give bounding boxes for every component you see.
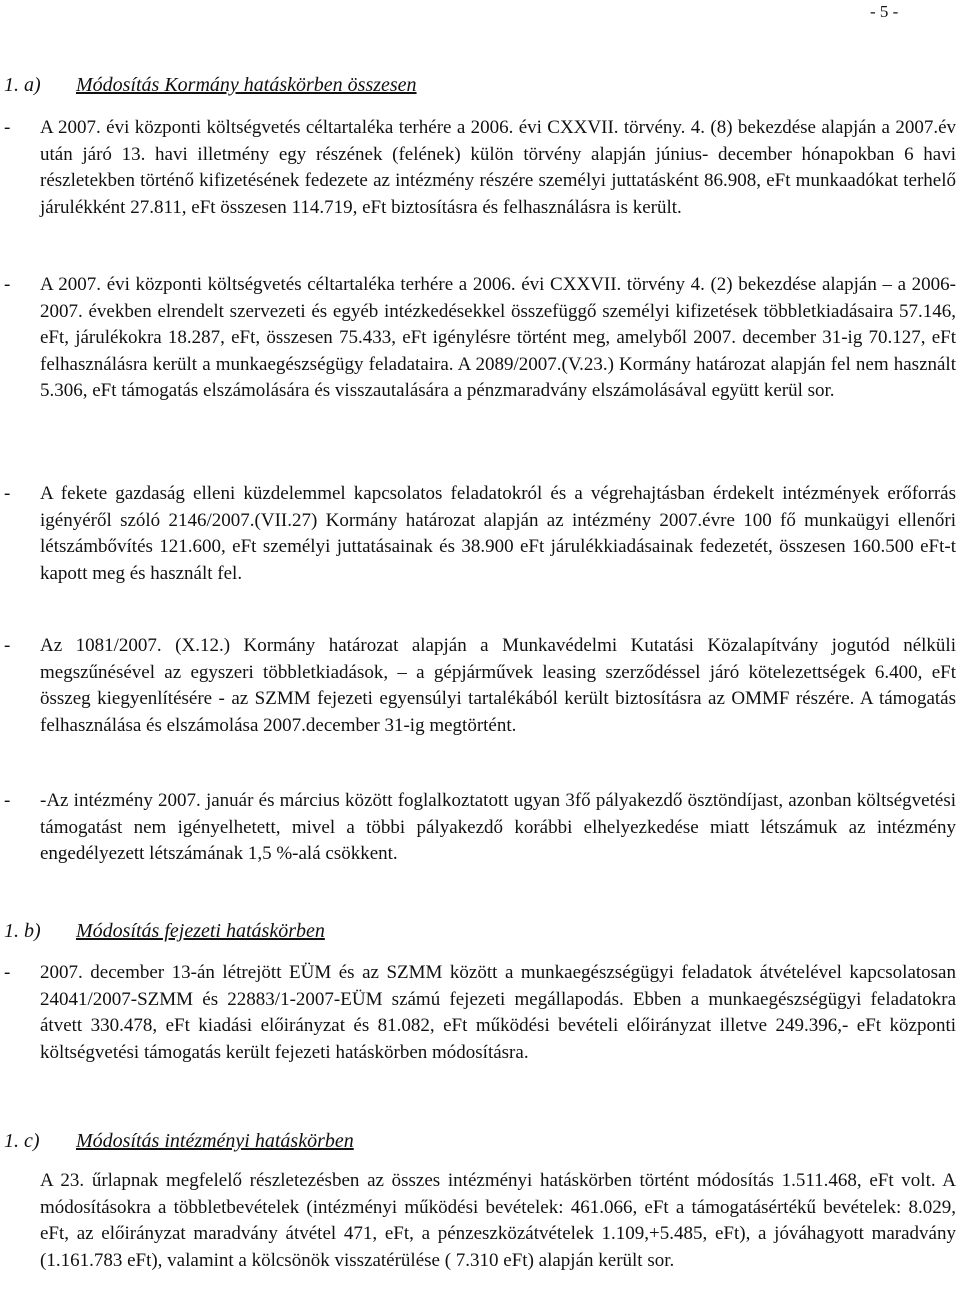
list-item-text: Az 1081/2007. (X.12.) Kormány határozat alapján a Munkavédelmi Kutatási Közalapítvány jogutód nélküli megszűnésével az egyszeri többletkiadások, – a gépjárművek leasing szerződéssel járó kötelezettségek 6.400, eFt összeg kiegyenlítésére - az SZMM fejezeti egyensúlyi tartalékából került biztosításra az OMMF részére. A támogatás felhasználása és elszámolása 2007.december 31-ig megtörtént. bbox=[40, 635, 956, 736]
list-item-text: A 2007. évi központi költségvetés céltartaléka terhére a 2006. évi CXXVII. törvény. 4. (8) bekezdése alapján a 2007.év után járó 13. havi illetmény egy részének (felének) külön törvény alapján június- december hónapokban 6 havi részletekben történő kifizetésének fedezete az intézmény részére személyi juttatásként 86.908, eFt munkaadókat terhelő járulékként 27.811, eFt összesen 114.719, eFt biztosításra és felhasználásra is került. bbox=[40, 117, 956, 218]
dash-bullet: - bbox=[4, 635, 11, 656]
section-heading-1c bbox=[4, 1128, 354, 1154]
section-title: Módosítás fejezeti hatáskörben bbox=[76, 920, 325, 942]
section-number: 1. a) bbox=[4, 74, 41, 96]
list-item bbox=[4, 115, 956, 221]
section-number: 1. b) bbox=[4, 920, 41, 942]
dash-bullet: - bbox=[4, 483, 11, 504]
list-item-text: -Az intézmény 2007. január és március között foglalkoztatott ugyan 3fő pályakezdő ösztöndíjast, azonban költségvetési támogatást nem igényelhetett, mivel a többi pályakezdő korábbi elhelyezkedése miatt létszámuk az intézmény engedélyezett létszámának 1,5 %-alá csökkent. bbox=[40, 790, 956, 864]
list-item bbox=[4, 481, 956, 587]
list-item bbox=[4, 788, 956, 868]
dash-bullet: - bbox=[4, 274, 11, 295]
list-item-text: A fekete gazdaság elleni küzdelemmel kapcsolatos feladatokról és a végrehajtásban érdekelt intézmények erőforrás igényéről szóló 2146/2007.(VII.27) Kormány határozat alapján az intézmény 2007.évre 100 fő munkaügyi ellenőri létszámbővítés 121.600, eFt személyi juttatásainak és 38.900 eFt járulékkiadásainak fedezetét, összesen 160.500 eFt-t kapott meg és használt fel. bbox=[40, 483, 956, 584]
paragraph-text: A 23. űrlapnak megfelelő részletezésben az összes intézményi hatáskörben történt módosítás 1.511.468, eFt volt. A módosításokra a többletbevételek (intézményi működési bevételek: 461.066, eFt a támogatásértékű bevételek: 8.029, eFt, az előirányzat maradvány átvétel 471, eFt, a pénzeszközátvételek 1.109,+5.485, eFt), a jóváhagyott maradvány (1.161.783 eFt), valamint a kölcsönök visszatérülése ( 7.310 eFt) alapján került sor. bbox=[40, 1170, 956, 1271]
section-title: Módosítás intézményi hatáskörben bbox=[76, 1130, 354, 1152]
list-item bbox=[4, 960, 956, 1066]
dash-bullet: - bbox=[4, 117, 11, 138]
dash-bullet: - bbox=[4, 790, 11, 811]
list-item bbox=[4, 633, 956, 739]
section-number: 1. c) bbox=[4, 1130, 40, 1152]
list-item bbox=[4, 272, 956, 405]
section-heading-1a bbox=[4, 72, 417, 98]
paragraph bbox=[4, 1168, 956, 1274]
page-number: - 5 - bbox=[870, 2, 899, 21]
section-heading-1b bbox=[4, 918, 325, 944]
list-item-text: A 2007. évi központi költségvetés céltartaléka terhére a 2006. évi CXXVII. törvény 4. (2) bekezdése alapján – a 2006-2007. években elrendelt szervezeti és egyéb intézkedésekkel összefüggő személyi kifizetések többletkiadásaira 57.146, eFt, járulékokra 18.287, eFt, összesen 75.433, eFt igénylésre történt meg, amelyből 2007. december 31-ig 70.127, eFt felhasználásra került a munkaegészségügy feladataira. A 2089/2007.(V.23.) Kormány határozat alapján fel nem használt 5.306, eFt támogatás elszámolására és visszautalására a pénzmaradvány elszámolásával együtt kerül sor. bbox=[40, 274, 956, 401]
dash-bullet: - bbox=[4, 962, 11, 983]
section-title: Módosítás Kormány hatáskörben összesen bbox=[76, 74, 417, 96]
list-item-text: 2007. december 13-án létrejött EÜM és az SZMM között a munkaegészségügyi feladatok átvételével kapcsolatosan 24041/2007-SZMM és 22883/1-2007-EÜM számú fejezeti megállapodás. Ebben a munkaegészségügyi feladatokra átvett 330.478, eFt kiadási előirányzat és 81.082, eFt működési bevételi előirányzat illetve 249.396,- eFt központi költségvetési támogatás került fejezeti hatáskörben módosításra. bbox=[40, 962, 956, 1063]
